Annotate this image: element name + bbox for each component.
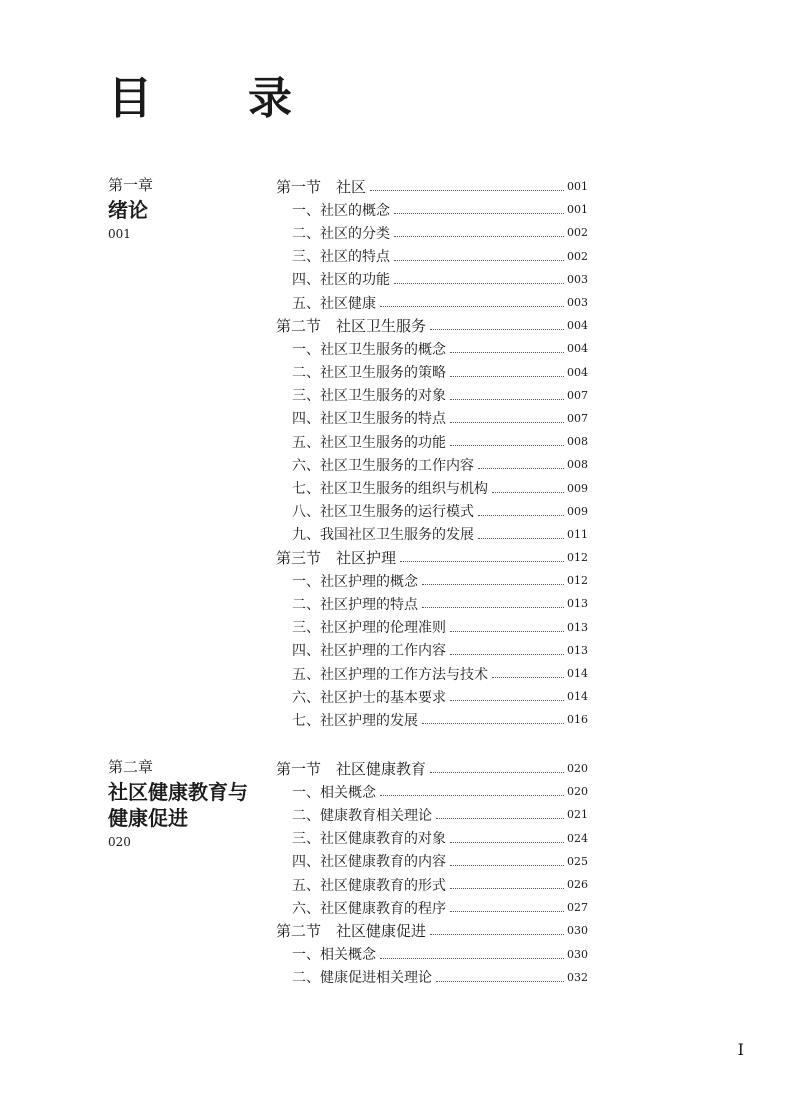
dot-leader [450,865,564,866]
toc-item-entry [276,850,588,873]
toc-item-entry [276,592,588,615]
toc-section-entry [276,175,588,198]
entry-page-number: 013 [567,643,588,657]
dot-leader [370,190,564,191]
entry-page-number: 030 [567,947,588,961]
toc-list [276,757,588,989]
dot-leader [430,772,564,773]
dot-leader [436,981,564,982]
dot-leader [478,538,564,539]
dot-leader [450,631,564,632]
toc-item-entry [276,896,588,919]
entry-page-number: 008 [567,435,588,449]
entry-title: 四、社区的功能 [292,272,390,289]
entry-title: 五、社区卫生服务的功能 [292,434,446,451]
dot-leader [492,677,564,678]
entry-page-number: 025 [567,854,588,868]
entry-title: 三、社区卫生服务的对象 [292,388,446,405]
entry-title: 三、社区护理的伦理准则 [292,620,446,637]
dot-leader [450,842,564,843]
dot-leader [394,236,564,237]
chapter-page-number: 020 [108,835,131,849]
dot-leader [422,607,564,608]
toc-item-entry [276,361,588,384]
toc-item-entry [276,943,588,966]
toc-item-entry [276,685,588,708]
dot-leader [492,492,564,493]
entry-page-number: 014 [567,690,588,704]
toc-item-entry [276,569,588,592]
dot-leader [450,399,564,400]
dot-leader [400,561,564,562]
entry-page-number: 007 [567,411,588,425]
entry-page-number: 011 [567,527,588,541]
entry-title: 五、社区健康教育的形式 [292,877,446,894]
entry-title: 二、健康促进相关理论 [292,970,432,987]
dot-leader [394,260,564,261]
dot-leader [394,283,564,284]
page-title: 目 录 [108,73,318,124]
dot-leader [380,958,564,959]
entry-title: 一、社区卫生服务的概念 [292,341,446,358]
entry-title: 六、社区健康教育的程序 [292,900,446,917]
dot-leader [394,213,564,214]
dot-leader [430,934,564,935]
entry-title: 二、健康教育相关理论 [292,807,432,824]
entry-page-number: 009 [567,504,588,518]
dot-leader [436,818,564,819]
toc-item-entry [276,291,588,314]
dot-leader [450,376,564,377]
entry-page-number: 013 [567,597,588,611]
entry-title: 第三节 社区护理 [276,549,397,568]
toc-item-entry [276,966,588,989]
toc-item-entry [276,616,588,639]
entry-page-number: 020 [567,785,588,799]
toc-section-entry [276,546,588,569]
entry-page-number: 014 [567,667,588,681]
chapter-title: 社区健康教育与健康促进 [108,780,248,830]
entry-title: 二、社区卫生服务的策略 [292,365,446,382]
toc-list [276,175,588,732]
toc-item-entry [276,245,588,268]
toc-item-entry [276,780,588,803]
toc-item-entry [276,268,588,291]
entry-page-number: 013 [567,620,588,634]
dot-leader [450,911,564,912]
entry-title: 六、社区护士的基本要求 [292,689,446,706]
entry-page-number: 004 [567,365,588,379]
dot-leader [422,584,564,585]
toc-item-entry [276,430,588,453]
dot-leader [430,329,564,330]
toc-item-entry [276,803,588,826]
entry-page-number: 012 [567,574,588,588]
entry-page-number: 001 [567,203,588,217]
entry-title: 五、社区健康 [292,295,376,312]
toc-item-entry [276,873,588,896]
entry-page-number: 008 [567,458,588,472]
toc-section-entry [276,757,588,780]
dot-leader [380,306,564,307]
entry-page-number: 002 [567,226,588,240]
entry-title: 九、我国社区卫生服务的发展 [292,527,474,544]
dot-leader [380,795,564,796]
entry-page-number: 032 [567,970,588,984]
entry-page-number: 024 [567,831,588,845]
entry-page-number: 009 [567,481,588,495]
toc-item-entry [276,523,588,546]
chapter-heading [108,175,268,243]
entry-page-number: 027 [567,901,588,915]
dot-leader [450,422,564,423]
entry-title: 八、社区卫生服务的运行模式 [292,504,474,521]
toc-item-entry [276,500,588,523]
chapter-title: 绪论 [108,198,148,222]
toc-item-entry [276,384,588,407]
toc-item-entry [276,407,588,430]
toc-item-entry [276,708,588,731]
chapter-label: 第二章 [108,758,154,776]
entry-title: 一、相关概念 [292,947,376,964]
dot-leader [478,468,564,469]
entry-title: 四、社区护理的工作内容 [292,643,446,660]
toc-item-entry [276,662,588,685]
entry-title: 三、社区健康教育的对象 [292,831,446,848]
toc-item-entry [276,827,588,850]
page-number: I [737,1040,744,1059]
toc-item-entry [276,337,588,360]
toc-section-entry [276,314,588,337]
toc-item-entry [276,221,588,244]
entry-title: 二、社区护理的特点 [292,596,418,613]
entry-page-number: 020 [567,762,588,776]
entry-title: 五、社区护理的工作方法与技术 [292,666,488,683]
dot-leader [450,888,564,889]
entry-title: 七、社区卫生服务的组织与机构 [292,481,488,498]
entry-title: 三、社区的特点 [292,249,390,266]
dot-leader [478,515,564,516]
chapter-label: 第一章 [108,176,154,194]
entry-page-number: 007 [567,388,588,402]
entry-title: 一、社区的概念 [292,202,390,219]
entry-title: 第二节 社区健康促进 [276,922,427,941]
entry-page-number: 004 [567,319,588,333]
entry-page-number: 030 [567,924,588,938]
entry-page-number: 002 [567,249,588,263]
dot-leader [450,700,564,701]
toc-item-entry [276,198,588,221]
entry-page-number: 004 [567,342,588,356]
toc-item-entry [276,453,588,476]
entry-title: 四、社区卫生服务的特点 [292,411,446,428]
dot-leader [422,723,564,724]
entry-page-number: 001 [567,180,588,194]
entry-page-number: 012 [567,551,588,565]
entry-title: 一、社区护理的概念 [292,573,418,590]
dot-leader [450,445,564,446]
entry-title: 七、社区护理的发展 [292,712,418,729]
chapter-heading [108,757,268,851]
entry-title: 四、社区健康教育的内容 [292,854,446,871]
entry-page-number: 016 [567,713,588,727]
entry-page-number: 026 [567,878,588,892]
entry-title: 一、相关概念 [292,784,376,801]
entry-title: 第一节 社区 [276,178,367,197]
entry-page-number: 003 [567,296,588,310]
dot-leader [450,352,564,353]
chapter-page-number: 001 [108,227,131,241]
toc-item-entry [276,476,588,499]
entry-page-number: 021 [567,808,588,822]
entry-title: 二、社区的分类 [292,225,390,242]
dot-leader [450,654,564,655]
toc-item-entry [276,639,588,662]
toc-section-entry [276,919,588,942]
entry-title: 第二节 社区卫生服务 [276,317,427,336]
entry-title: 六、社区卫生服务的工作内容 [292,457,474,474]
entry-title: 第一节 社区健康教育 [276,760,427,779]
entry-page-number: 003 [567,272,588,286]
